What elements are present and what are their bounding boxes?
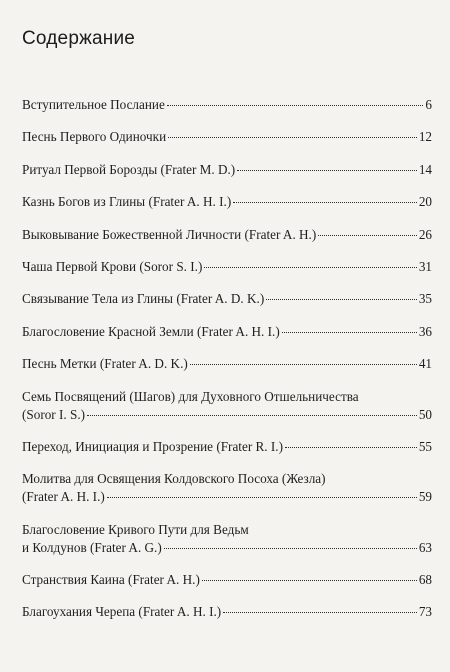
toc-entry[interactable]	[22, 470, 432, 506]
dot-leader	[266, 299, 417, 300]
toc-entry-title: Казнь Богов из Глины (Frater A. H. I.)	[22, 194, 232, 210]
toc-entry[interactable]	[22, 355, 432, 373]
toc-page-number: 63	[418, 539, 432, 555]
toc-entry-title-continued: (Frater A. H. I.)	[22, 489, 105, 505]
toc-page-number: 50	[418, 406, 432, 422]
dot-leader	[87, 415, 417, 416]
toc-entry-title: Молитва для Освящения Колдовского Посоха (Жезла)	[22, 471, 326, 487]
toc-entry[interactable]	[22, 603, 432, 621]
toc-entry-title-continued: и Колдунов (Frater A. G.)	[22, 539, 162, 555]
dot-leader	[237, 170, 417, 171]
toc-entry[interactable]	[22, 438, 432, 456]
dot-leader	[190, 364, 417, 365]
toc-entry-title: Чаша Первой Крови (Soror S. I.)	[22, 258, 203, 274]
dot-leader	[204, 267, 416, 268]
toc-entry-title: Переход, Инициация и Прозрение (Frater R. I.)	[22, 438, 283, 454]
dot-leader	[164, 548, 417, 549]
toc-page-number: 73	[418, 604, 432, 620]
toc-entry[interactable]	[22, 226, 432, 244]
toc-page-number: 59	[418, 489, 432, 505]
toc-entry-title: Песнь Метки (Frater A. D. K.)	[22, 356, 188, 372]
toc-entry-title: Семь Посвящений (Шагов) для Духовного Отшельничества	[22, 388, 359, 404]
toc-entry[interactable]	[22, 258, 432, 276]
toc-page-number: 35	[418, 291, 432, 307]
toc-page-number: 55	[418, 438, 432, 454]
table-of-contents	[22, 96, 432, 636]
toc-page-number: 36	[418, 323, 432, 339]
toc-entry[interactable]	[22, 128, 432, 146]
toc-entry-title: Благословение Красной Земли (Frater A. H. I.)	[22, 323, 280, 339]
dot-leader	[282, 332, 417, 333]
dot-leader	[202, 580, 417, 581]
toc-entry[interactable]	[22, 161, 432, 179]
toc-page-number: 6	[425, 97, 432, 112]
dot-leader	[168, 137, 417, 138]
toc-entry[interactable]	[22, 193, 432, 211]
toc-entry[interactable]	[22, 323, 432, 341]
toc-entry-title: Связывание Тела из Глины (Frater A. D. K.)	[22, 291, 265, 307]
toc-page-number: 26	[418, 226, 432, 242]
toc-entry-title: Благословение Кривого Пути для Ведьм	[22, 521, 249, 537]
toc-entry[interactable]	[22, 388, 432, 424]
dot-leader	[233, 202, 417, 203]
toc-page-number: 41	[418, 356, 432, 372]
toc-entry[interactable]	[22, 290, 432, 308]
toc-entry[interactable]	[22, 521, 432, 557]
toc-entry-title: Ритуал Первой Борозды (Frater M. D.)	[22, 161, 236, 177]
toc-entry[interactable]	[22, 571, 432, 589]
dot-leader	[107, 497, 417, 498]
toc-page-number: 20	[418, 194, 432, 210]
dot-leader	[318, 235, 417, 236]
toc-entry-title: Странствия Каина (Frater A. H.)	[22, 572, 200, 588]
toc-page-number: 31	[418, 258, 432, 274]
toc-page-number: 68	[418, 572, 432, 588]
dot-leader	[285, 447, 417, 448]
toc-entry-title: Песнь Первого Одиночки	[22, 129, 167, 145]
toc-entry-title: Благоухания Черепа (Frater A. H. I.)	[22, 604, 222, 620]
page-title: Содержание	[22, 28, 136, 49]
toc-page-number: 12	[418, 129, 432, 145]
toc-page-number: 14	[418, 161, 432, 177]
toc-entry[interactable]	[22, 96, 432, 114]
toc-entry-title: Вступительное Послание	[22, 97, 165, 112]
dot-leader	[223, 612, 417, 613]
dot-leader	[167, 105, 424, 106]
toc-entry-title-continued: (Soror I. S.)	[22, 406, 86, 422]
toc-entry-title: Выковывание Божественной Личности (Frater A. H.)	[22, 226, 317, 242]
